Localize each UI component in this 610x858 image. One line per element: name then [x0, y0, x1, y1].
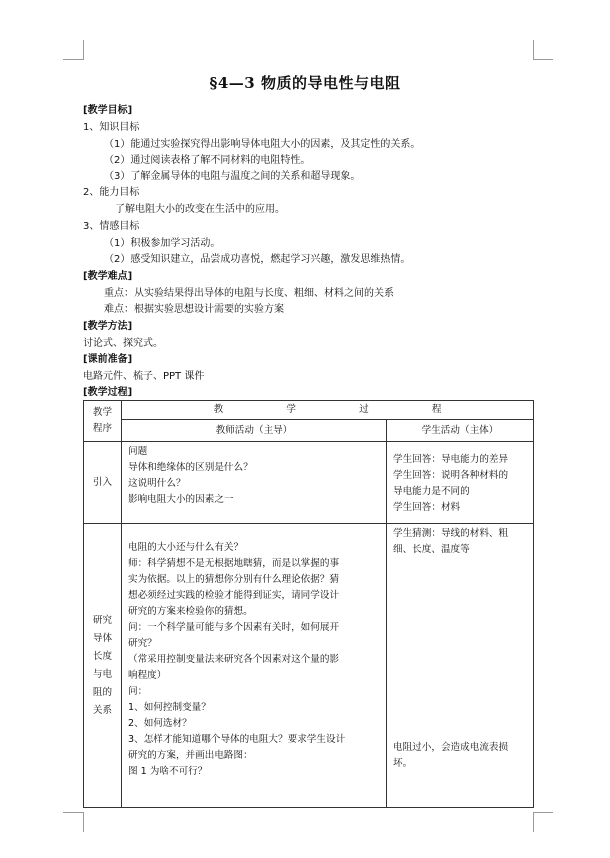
research-teacher-line: 实为依据。以上的猜想你分别有什么理论依据？猜 — [128, 574, 340, 585]
intro-student-line: 学生回答：说明各种材料的 — [393, 470, 509, 481]
knowledge-objective-item: （3）了解金属导体的电阻与温度之间的关系和超导现象。 — [104, 171, 361, 182]
research-student-guess-line: 学生猜测：导线的材料、粗 — [393, 528, 509, 539]
stage-header-line: 教学 — [92, 407, 113, 418]
research-teacher-line: 研究？ — [128, 638, 157, 649]
crop-mark-top-right-v — [533, 40, 534, 60]
crop-mark-top-left-h — [63, 59, 83, 60]
objectives-heading: [教学目标] — [83, 105, 133, 116]
process-heading: [教学过程] — [83, 387, 133, 398]
knowledge-objective-item: （2）通过阅读表格了解不同材料的电阻特性。 — [104, 155, 311, 166]
crop-mark-top-right-h — [533, 59, 553, 60]
knowledge-objective-item: （1）能通过实验探究得出影响导体电阻大小的因素，及其定性的关系。 — [104, 139, 421, 150]
ability-objective-heading: 2、能力目标 — [83, 187, 140, 198]
stage-line: 导体 — [92, 632, 113, 644]
intro-teacher-cell — [122, 442, 387, 524]
prep-heading: [课前准备] — [83, 354, 133, 365]
research-teacher-line: 电阻的大小还与什么有关？ — [128, 542, 244, 553]
intro-teacher-line: 影响电阻大小的因素之一 — [128, 494, 234, 505]
stage-header-line: 程序 — [92, 423, 113, 434]
stage-line: 阻的 — [92, 686, 113, 698]
method-heading: [教学方法] — [83, 321, 133, 332]
research-teacher-line: 研究的方案，并画出电路图： — [128, 750, 253, 761]
research-teacher-line: 响程度） — [128, 670, 167, 681]
teacher-activity-header: 教师活动（主导） — [122, 420, 387, 442]
research-teacher-line: 研究的方案来检验你的猜想。 — [128, 606, 253, 617]
stage-intro-cell: 引入 — [84, 442, 122, 524]
stage-line: 研究 — [92, 614, 113, 626]
research-student-guess-line: 细、长度、温度等 — [393, 544, 470, 555]
research-teacher-line: 问：一个科学量可能与多个因素有关时，如何展开 — [128, 622, 340, 633]
research-teacher-cell — [122, 524, 387, 808]
stage-line: 关系 — [92, 704, 113, 716]
research-teacher-line: （常采用控制变量法来研究各个因素对这个量的影 — [128, 654, 340, 665]
process-header-char: 过 — [359, 404, 369, 415]
research-teacher-line: 图 1 为啥不可行？ — [128, 766, 208, 777]
stage-line: 与电 — [92, 668, 113, 680]
research-student-cell — [387, 524, 534, 808]
stage-length-resistance-cell — [84, 524, 122, 808]
difficulty-heading: [教学难点] — [83, 271, 133, 282]
research-teacher-line: 问： — [128, 686, 148, 697]
process-header-char: 程 — [431, 404, 442, 415]
stage-line: 长度 — [92, 650, 113, 662]
method-text: 讨论式、探究式。 — [83, 338, 163, 349]
crop-mark-top-left-v — [83, 40, 84, 60]
intro-student-line: 导电能力是不同的 — [393, 486, 470, 497]
key-point-text: 重点：从实验结果得出导体的电阻与长度、粗细、材料之间的关系 — [104, 288, 394, 299]
emotion-objective-item: （2）感受知识建立，品尝成功喜悦，燃起学习兴趣，激发思维热情。 — [104, 254, 411, 265]
intro-student-line: 学生回答：材料 — [393, 502, 461, 513]
process-header-char: 教 — [213, 404, 224, 415]
intro-student-cell — [387, 442, 534, 524]
research-teacher-line: 想必须经过实践的检验才能得到证实，请同学设计 — [128, 590, 340, 601]
research-teacher-line: 师：科学猜想不是无根据地瞎猜，而是以掌握的事 — [128, 558, 340, 569]
crop-mark-bottom-right-h — [533, 812, 553, 813]
research-teacher-line: 3、怎样才能知道哪个导体的电阻大？要求学生设计 — [128, 734, 346, 745]
research-student-answer-line: 坏。 — [393, 758, 413, 769]
knowledge-objective-heading: 1、知识目标 — [83, 122, 140, 133]
document-title: §4—3 物质的导电性与电阻 — [209, 74, 401, 92]
difficult-point-text: 难点：根据实验思想设计需要的实验方案 — [104, 304, 284, 315]
research-student-answer-line: 电阻过小，会造成电流表损 — [393, 742, 509, 753]
stage-header-cell — [84, 401, 122, 442]
student-activity-header: 学生活动（主体） — [387, 420, 534, 442]
intro-teacher-line: 这说明什么？ — [128, 478, 186, 489]
research-teacher-line: 2、如何选材？ — [128, 718, 192, 729]
crop-mark-bottom-left-h — [63, 812, 83, 813]
intro-teacher-line: 导体和绝缘体的区别是什么？ — [128, 462, 253, 473]
crop-mark-bottom-left-v — [83, 812, 84, 832]
emotion-objective-heading: 3、情感目标 — [83, 221, 140, 232]
prep-text: 电路元件、梳子、PPT 课件 — [83, 371, 205, 382]
intro-student-line: 学生回答：导电能力的差异 — [393, 454, 509, 465]
intro-teacher-line: 问题 — [128, 446, 148, 457]
ability-objective-item: 了解电阻大小的改变在生活中的应用。 — [115, 204, 285, 215]
crop-mark-bottom-right-v — [533, 812, 534, 832]
process-header-char: 学 — [286, 404, 296, 415]
teaching-process-table — [83, 400, 534, 808]
emotion-objective-item: （1）积极参加学习活动。 — [104, 238, 221, 249]
process-header-cell — [122, 401, 534, 420]
research-teacher-line: 1、如何控制变量？ — [128, 702, 211, 713]
